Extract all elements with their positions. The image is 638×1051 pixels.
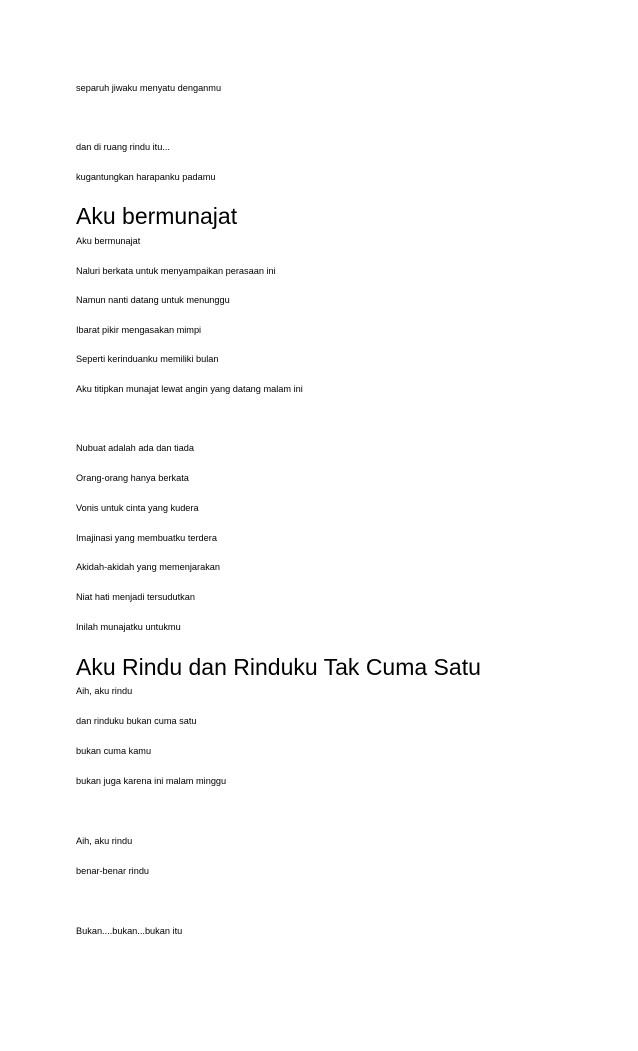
poem-line: Nubuat adalah ada dan tiada	[76, 443, 195, 453]
poem-line: Akidah-akidah yang memenjarakan	[76, 562, 221, 572]
section-heading-aku-bermunajat: Aku bermunajat	[76, 203, 238, 229]
poem-line: Aih, aku rindu	[76, 836, 133, 846]
poem-line: kugantungkan harapanku padamu	[76, 172, 216, 182]
poem-line: Orang-orang hanya berkata	[76, 473, 189, 483]
poem-line: Inilah munajatku untukmu	[76, 622, 181, 632]
poem-line: Niat hati menjadi tersudutkan	[76, 592, 195, 602]
poem-line: Seperti kerinduanku memiliki bulan	[76, 354, 219, 364]
section-heading-aku-rindu: Aku Rindu dan Rinduku Tak Cuma Satu	[76, 654, 481, 680]
poem-line: Namun nanti datang untuk menunggu	[76, 295, 230, 305]
poem-line: Aih, aku rindu	[76, 686, 133, 696]
poem-line: Aku titipkan munajat lewat angin yang datang malam ini	[76, 384, 303, 394]
poem-line: dan rinduku bukan cuma satu	[76, 716, 197, 726]
poem-line: bukan juga karena ini malam minggu	[76, 776, 227, 786]
poem-line: benar-benar rindu	[76, 866, 150, 876]
poem-line: Bukan....bukan...bukan itu	[76, 926, 183, 936]
poem-line: Ibarat pikir mengasakan mimpi	[76, 325, 202, 335]
poem-line: Vonis untuk cinta yang kudera	[76, 503, 199, 513]
poem-line: separuh jiwaku menyatu denganmu	[76, 83, 222, 93]
poem-line: dan di ruang rindu itu...	[76, 142, 170, 152]
poem-line: Naluri berkata untuk menyampaikan perasaan ini	[76, 266, 276, 276]
poem-line: bukan cuma kamu	[76, 746, 152, 756]
poem-line: Aku bermunajat	[76, 236, 141, 246]
poem-line: Imajinasi yang membuatku terdera	[76, 533, 217, 543]
